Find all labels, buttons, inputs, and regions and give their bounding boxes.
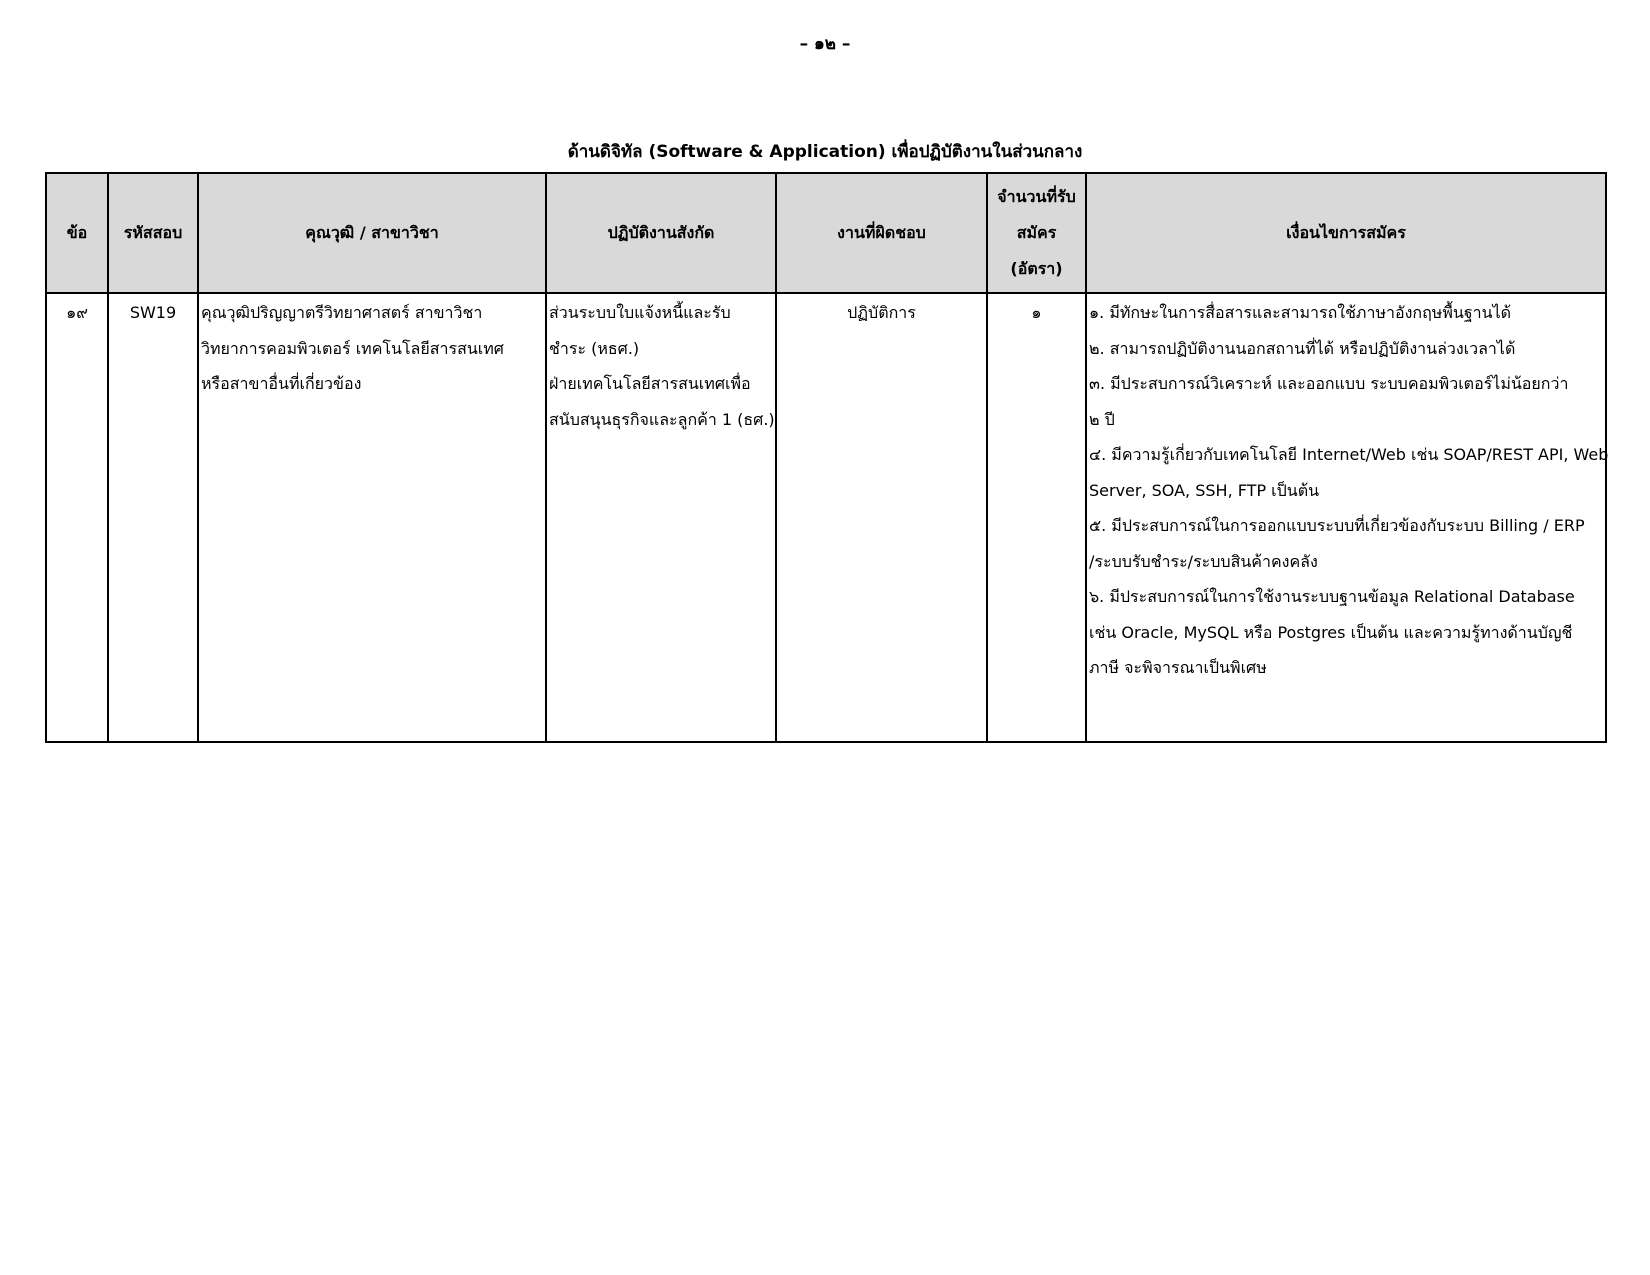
header-count: [987, 173, 1086, 293]
row-conditions: [1086, 293, 1609, 742]
header-duty: งานที่ผิดชอบ: [776, 173, 987, 293]
header-affiliation: ปฏิบัติงานสังกัด: [546, 173, 776, 293]
row-qualification: [198, 293, 546, 742]
header-code: รหัสสอบ: [108, 173, 198, 293]
header-count-line: สมัคร: [1016, 223, 1057, 242]
row-count: ๑: [987, 293, 1086, 742]
header-qualification: คุณวุฒิ / สาขาวิชา: [198, 173, 546, 293]
condition-line: ๖. มีประสบการณ์ในการใช้งานระบบฐานข้อมูล Relational Database: [1089, 587, 1575, 606]
table-header-row: [46, 173, 1606, 293]
row-duty: ปฏิบัติการ: [776, 293, 987, 742]
affiliation-line: ชำระ (หธศ.): [549, 338, 640, 358]
condition-line: ๑. มีทักษะในการสื่อสารและสามารถใช้ภาษาอังกฤษพื้นฐานได้: [1089, 303, 1512, 322]
header-count-line: จำนวนที่รับ: [997, 187, 1076, 206]
condition-line: /ระบบรับชำระ/ระบบสินค้าคงคลัง: [1089, 551, 1318, 571]
row-affiliation: [546, 293, 776, 742]
affiliation-line: ส่วนระบบใบแจ้งหนี้และรับ: [549, 303, 731, 322]
table-title: ด้านดิจิทัล (Software & Application) เพื่อปฏิบัติงานในส่วนกลาง: [567, 142, 1083, 162]
table-row: [46, 293, 1606, 742]
condition-line: ๕. มีประสบการณ์ในการออกแบบระบบที่เกี่ยวข้องกับระบบ Billing / ERP: [1089, 516, 1585, 535]
condition-line: ๔. มีความรู้เกี่ยวกับเทคโนโลยี Internet/Web เช่น SOAP/REST API, Web: [1089, 445, 1609, 464]
row-no: ๑๙: [46, 293, 108, 742]
condition-line: ๒ ปี: [1089, 409, 1115, 429]
condition-line: ๒. สามารถปฏิบัติงานนอกสถานที่ได้ หรือปฏิบัติงานล่วงเวลาได้: [1089, 338, 1516, 358]
page-number: – ๑๒ –: [799, 34, 851, 54]
affiliation-line: สนับสนุนธุรกิจและลูกค้า 1 (ธศ.): [549, 409, 775, 429]
job-table: [45, 172, 1607, 743]
header-count-line: (อัตรา): [1010, 259, 1063, 278]
affiliation-line: ฝ่ายเทคโนโลยีสารสนเทศเพื่อ: [549, 374, 751, 393]
condition-line: ๓. มีประสบการณ์วิเคราะห์ และออกแบบ ระบบคอมพิวเตอร์ไม่น้อยกว่า: [1089, 374, 1569, 393]
header-conditions: เงื่อนไขการสมัคร: [1086, 173, 1606, 293]
condition-line: ภาษี จะพิจารณาเป็นพิเศษ: [1089, 658, 1267, 677]
condition-line: Server, SOA, SSH, FTP เป็นต้น: [1089, 480, 1320, 500]
qualification-line: คุณวุฒิปริญญาตรีวิทยาศาสตร์ สาขาวิชา: [201, 303, 483, 322]
qualification-line: หรือสาขาอื่นที่เกี่ยวข้อง: [201, 374, 362, 393]
condition-line: เช่น Oracle, MySQL หรือ Postgres เป็นต้น และความรู้ทางด้านบัญชี: [1089, 622, 1573, 642]
row-code: SW19: [108, 293, 198, 742]
header-no: ข้อ: [46, 173, 108, 293]
qualification-line: วิทยาการคอมพิวเตอร์ เทคโนโลยีสารสนเทศ: [201, 338, 504, 358]
